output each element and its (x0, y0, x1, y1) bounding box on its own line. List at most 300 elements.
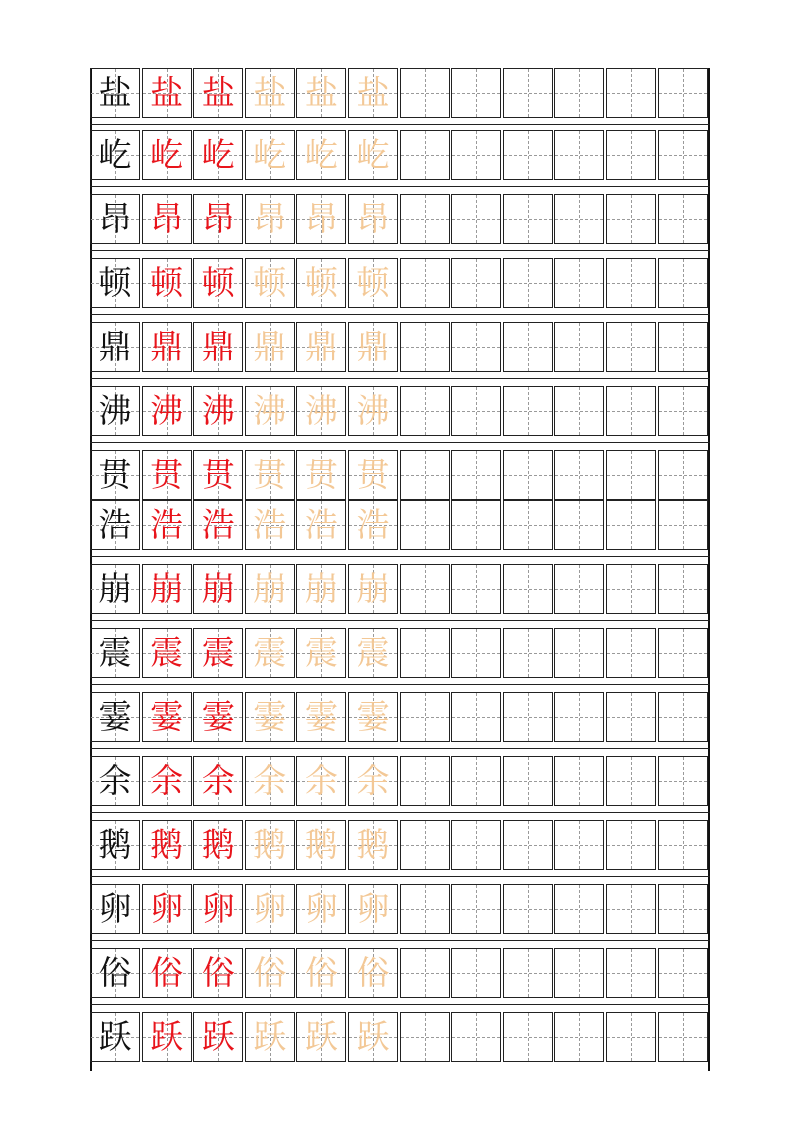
blank-practice-cell[interactable] (400, 450, 450, 500)
guide-line-vertical (683, 501, 684, 549)
blank-practice-cell[interactable] (503, 194, 553, 244)
trace-cell (245, 756, 295, 806)
row-separator (90, 1004, 710, 1005)
blank-practice-cell[interactable] (503, 1012, 553, 1062)
model-cell (90, 820, 140, 870)
trace-cell (245, 386, 295, 436)
blank-practice-cell[interactable] (606, 628, 656, 678)
blank-practice-cell[interactable] (400, 322, 450, 372)
blank-practice-cell[interactable] (658, 500, 708, 550)
trace-cell (142, 1012, 192, 1062)
row-separator (90, 940, 710, 941)
practice-row (90, 1012, 710, 1062)
blank-practice-cell[interactable] (503, 564, 553, 614)
trace-cell (245, 68, 295, 118)
trace-cell (193, 692, 243, 742)
blank-practice-cell[interactable] (606, 194, 656, 244)
guide-line-vertical (476, 69, 477, 117)
blank-practice-cell[interactable] (554, 450, 604, 500)
trace-character: 盐 (201, 73, 235, 112)
guide-line-vertical (476, 821, 477, 869)
guide-line-vertical (476, 131, 477, 179)
trace-cell (142, 756, 192, 806)
trace-cell (142, 194, 192, 244)
trace-cell (296, 386, 346, 436)
trace-character: 沸 (201, 391, 235, 430)
trace-cell (193, 1012, 243, 1062)
trace-character: 昂 (150, 199, 184, 238)
blank-practice-cell[interactable] (606, 564, 656, 614)
trace-cell (348, 322, 398, 372)
guide-line-vertical (683, 259, 684, 307)
blank-practice-cell[interactable] (503, 756, 553, 806)
guide-line-vertical (579, 195, 580, 243)
trace-character: 跃 (304, 1017, 338, 1056)
guide-line-vertical (476, 451, 477, 499)
guide-line-vertical (683, 693, 684, 741)
trace-cell (296, 450, 346, 500)
trace-character: 霎 (150, 697, 184, 736)
practice-row (90, 564, 710, 614)
blank-practice-cell[interactable] (503, 884, 553, 934)
guide-line-vertical (631, 69, 632, 117)
blank-practice-cell[interactable] (400, 130, 450, 180)
trace-character: 震 (304, 633, 338, 672)
row-separator (90, 556, 710, 557)
blank-practice-cell[interactable] (400, 68, 450, 118)
trace-cell (296, 756, 346, 806)
trace-cell (296, 68, 346, 118)
trace-character: 浩 (253, 505, 287, 544)
blank-practice-cell[interactable] (451, 564, 501, 614)
guide-line-vertical (579, 693, 580, 741)
model-character: 卵 (98, 889, 132, 928)
trace-character: 余 (253, 761, 287, 800)
trace-character: 屹 (304, 135, 338, 174)
blank-practice-cell[interactable] (554, 322, 604, 372)
model-cell (90, 500, 140, 550)
blank-practice-cell[interactable] (658, 322, 708, 372)
model-cell (90, 692, 140, 742)
trace-character: 跃 (356, 1017, 390, 1056)
guide-line-vertical (476, 757, 477, 805)
blank-practice-cell[interactable] (554, 258, 604, 308)
blank-practice-cell[interactable] (503, 386, 553, 436)
blank-practice-cell[interactable] (658, 450, 708, 500)
trace-character: 顿 (201, 263, 235, 302)
trace-cell (193, 130, 243, 180)
blank-practice-cell[interactable] (451, 130, 501, 180)
blank-practice-cell[interactable] (451, 628, 501, 678)
blank-practice-cell[interactable] (400, 194, 450, 244)
blank-practice-cell[interactable] (400, 628, 450, 678)
guide-line-vertical (579, 629, 580, 677)
blank-practice-cell[interactable] (554, 884, 604, 934)
trace-character: 鹅 (201, 825, 235, 864)
guide-line-vertical (683, 629, 684, 677)
blank-practice-cell[interactable] (606, 450, 656, 500)
guide-line-vertical (476, 565, 477, 613)
trace-character: 震 (356, 633, 390, 672)
model-cell (90, 948, 140, 998)
blank-practice-cell[interactable] (658, 68, 708, 118)
guide-line-vertical (631, 131, 632, 179)
model-character: 崩 (98, 569, 132, 608)
model-cell (90, 450, 140, 500)
trace-cell (348, 258, 398, 308)
guide-line-vertical (528, 451, 529, 499)
practice-row (90, 756, 710, 806)
practice-row (90, 258, 710, 308)
trace-cell (245, 948, 295, 998)
blank-practice-cell[interactable] (503, 130, 553, 180)
guide-line-vertical (476, 259, 477, 307)
blank-practice-cell[interactable] (503, 450, 553, 500)
blank-practice-cell[interactable] (503, 628, 553, 678)
trace-character: 沸 (150, 391, 184, 430)
guide-line-vertical (579, 259, 580, 307)
blank-practice-cell[interactable] (554, 68, 604, 118)
trace-cell (348, 68, 398, 118)
blank-practice-cell[interactable] (400, 564, 450, 614)
blank-practice-cell[interactable] (451, 258, 501, 308)
blank-practice-cell[interactable] (400, 692, 450, 742)
guide-line-vertical (579, 501, 580, 549)
blank-practice-cell[interactable] (554, 756, 604, 806)
trace-cell (348, 450, 398, 500)
trace-cell (193, 884, 243, 934)
blank-practice-cell[interactable] (606, 884, 656, 934)
trace-character: 崩 (150, 569, 184, 608)
guide-line-vertical (528, 821, 529, 869)
blank-practice-cell[interactable] (658, 820, 708, 870)
trace-cell (245, 500, 295, 550)
model-character: 震 (98, 633, 132, 672)
trace-cell (348, 628, 398, 678)
blank-practice-cell[interactable] (658, 564, 708, 614)
guide-line-vertical (631, 757, 632, 805)
trace-cell (296, 948, 346, 998)
trace-cell (193, 756, 243, 806)
blank-practice-cell[interactable] (554, 130, 604, 180)
trace-cell (193, 948, 243, 998)
trace-character: 沸 (356, 391, 390, 430)
blank-practice-cell[interactable] (451, 1012, 501, 1062)
model-character: 浩 (98, 505, 132, 544)
trace-character: 崩 (253, 569, 287, 608)
blank-practice-cell[interactable] (503, 692, 553, 742)
trace-character: 震 (201, 633, 235, 672)
practice-row (90, 948, 710, 998)
model-character: 沸 (98, 391, 132, 430)
blank-practice-cell[interactable] (400, 386, 450, 436)
trace-cell (296, 564, 346, 614)
trace-cell (142, 692, 192, 742)
trace-character: 屹 (253, 135, 287, 174)
blank-practice-cell[interactable] (400, 1012, 450, 1062)
blank-practice-cell[interactable] (554, 820, 604, 870)
model-character: 鼎 (98, 327, 132, 366)
trace-character: 俗 (356, 953, 390, 992)
blank-practice-cell[interactable] (451, 322, 501, 372)
trace-cell (296, 884, 346, 934)
blank-practice-cell[interactable] (554, 386, 604, 436)
trace-character: 屹 (150, 135, 184, 174)
blank-practice-cell[interactable] (606, 386, 656, 436)
trace-character: 屹 (356, 135, 390, 174)
blank-practice-cell[interactable] (658, 884, 708, 934)
model-character: 霎 (98, 697, 132, 736)
blank-practice-cell[interactable] (400, 258, 450, 308)
trace-character: 跃 (201, 1017, 235, 1056)
blank-practice-cell[interactable] (400, 756, 450, 806)
blank-practice-cell[interactable] (503, 68, 553, 118)
trace-character: 余 (304, 761, 338, 800)
blank-practice-cell[interactable] (554, 1012, 604, 1062)
guide-line-vertical (631, 949, 632, 997)
guide-line-vertical (579, 387, 580, 435)
blank-practice-cell[interactable] (606, 948, 656, 998)
trace-character: 跃 (150, 1017, 184, 1056)
trace-character: 跃 (253, 1017, 287, 1056)
blank-practice-cell[interactable] (400, 820, 450, 870)
trace-character: 鼎 (304, 327, 338, 366)
trace-cell (245, 628, 295, 678)
trace-character: 盐 (304, 73, 338, 112)
trace-cell (142, 130, 192, 180)
trace-cell (142, 68, 192, 118)
trace-cell (142, 948, 192, 998)
trace-cell (193, 628, 243, 678)
guide-line-vertical (528, 501, 529, 549)
blank-practice-cell[interactable] (658, 628, 708, 678)
trace-character: 浩 (356, 505, 390, 544)
trace-cell (348, 820, 398, 870)
guide-line-vertical (579, 885, 580, 933)
guide-line-vertical (425, 1013, 426, 1061)
guide-line-vertical (425, 501, 426, 549)
guide-line-vertical (683, 69, 684, 117)
trace-cell (296, 692, 346, 742)
blank-practice-cell[interactable] (451, 884, 501, 934)
row-separator (90, 684, 710, 685)
blank-practice-cell[interactable] (606, 820, 656, 870)
guide-line-vertical (476, 501, 477, 549)
blank-practice-cell[interactable] (503, 820, 553, 870)
blank-practice-cell[interactable] (451, 68, 501, 118)
guide-line-vertical (683, 387, 684, 435)
blank-practice-cell[interactable] (451, 386, 501, 436)
blank-practice-cell[interactable] (503, 948, 553, 998)
blank-practice-cell[interactable] (606, 322, 656, 372)
trace-cell (348, 756, 398, 806)
trace-character: 盐 (253, 73, 287, 112)
blank-practice-cell[interactable] (658, 948, 708, 998)
blank-practice-cell[interactable] (554, 564, 604, 614)
guide-line-vertical (528, 387, 529, 435)
guide-line-vertical (579, 1013, 580, 1061)
blank-practice-cell[interactable] (554, 628, 604, 678)
trace-character: 俗 (253, 953, 287, 992)
blank-practice-cell[interactable] (606, 258, 656, 308)
trace-character: 浩 (304, 505, 338, 544)
guide-line-vertical (528, 131, 529, 179)
blank-practice-cell[interactable] (503, 500, 553, 550)
row-separator (90, 250, 710, 251)
guide-line-vertical (425, 451, 426, 499)
guide-line-vertical (683, 757, 684, 805)
blank-practice-cell[interactable] (451, 194, 501, 244)
model-cell (90, 1012, 140, 1062)
guide-line-vertical (683, 195, 684, 243)
practice-row (90, 884, 710, 934)
guide-line-vertical (528, 565, 529, 613)
trace-cell (245, 564, 295, 614)
row-separator (90, 314, 710, 315)
blank-practice-cell[interactable] (658, 258, 708, 308)
guide-line-vertical (579, 821, 580, 869)
blank-practice-cell[interactable] (554, 692, 604, 742)
trace-cell (245, 130, 295, 180)
model-character: 跃 (98, 1017, 132, 1056)
model-cell (90, 756, 140, 806)
guide-line-vertical (476, 949, 477, 997)
blank-practice-cell[interactable] (400, 500, 450, 550)
blank-practice-cell[interactable] (451, 692, 501, 742)
blank-practice-cell[interactable] (606, 1012, 656, 1062)
blank-practice-cell[interactable] (503, 322, 553, 372)
trace-character: 鹅 (253, 825, 287, 864)
guide-line-vertical (425, 131, 426, 179)
model-cell (90, 258, 140, 308)
guide-line-vertical (683, 451, 684, 499)
trace-cell (193, 820, 243, 870)
model-cell (90, 322, 140, 372)
blank-practice-cell[interactable] (658, 130, 708, 180)
trace-cell (296, 820, 346, 870)
trace-character: 顿 (356, 263, 390, 302)
trace-character: 俗 (201, 953, 235, 992)
row-separator (90, 378, 710, 379)
guide-line-vertical (528, 195, 529, 243)
blank-practice-cell[interactable] (658, 756, 708, 806)
trace-cell (348, 130, 398, 180)
trace-cell (296, 258, 346, 308)
trace-cell (296, 130, 346, 180)
trace-cell (142, 386, 192, 436)
trace-character: 崩 (304, 569, 338, 608)
blank-practice-cell[interactable] (554, 500, 604, 550)
model-cell (90, 564, 140, 614)
blank-practice-cell[interactable] (451, 756, 501, 806)
guide-line-vertical (528, 949, 529, 997)
guide-line-vertical (631, 323, 632, 371)
trace-character: 浩 (150, 505, 184, 544)
trace-cell (296, 322, 346, 372)
trace-character: 崩 (201, 569, 235, 608)
blank-practice-cell[interactable] (606, 500, 656, 550)
trace-character: 沸 (253, 391, 287, 430)
trace-cell (348, 500, 398, 550)
guide-line-vertical (631, 565, 632, 613)
blank-practice-cell[interactable] (451, 820, 501, 870)
trace-character: 余 (356, 761, 390, 800)
trace-character: 沸 (304, 391, 338, 430)
trace-character: 崩 (356, 569, 390, 608)
trace-cell (245, 692, 295, 742)
guide-line-vertical (528, 885, 529, 933)
blank-practice-cell[interactable] (503, 258, 553, 308)
blank-practice-cell[interactable] (606, 68, 656, 118)
blank-practice-cell[interactable] (554, 948, 604, 998)
trace-cell (245, 450, 295, 500)
guide-line-vertical (425, 565, 426, 613)
trace-character: 卵 (201, 889, 235, 928)
trace-character: 贯 (253, 455, 287, 494)
trace-character: 震 (253, 633, 287, 672)
blank-practice-cell[interactable] (606, 692, 656, 742)
blank-practice-cell[interactable] (451, 500, 501, 550)
row-separator (90, 186, 710, 187)
guide-line-vertical (425, 821, 426, 869)
row-separator (90, 812, 710, 813)
blank-practice-cell[interactable] (400, 884, 450, 934)
guide-line-vertical (579, 323, 580, 371)
blank-practice-cell[interactable] (658, 1012, 708, 1062)
blank-practice-cell[interactable] (451, 948, 501, 998)
guide-line-vertical (425, 949, 426, 997)
blank-practice-cell[interactable] (658, 386, 708, 436)
trace-cell (348, 564, 398, 614)
model-cell (90, 130, 140, 180)
model-character: 盐 (98, 73, 132, 112)
trace-cell (245, 258, 295, 308)
blank-practice-cell[interactable] (658, 194, 708, 244)
practice-row (90, 500, 710, 550)
trace-cell (348, 194, 398, 244)
guide-line-vertical (528, 629, 529, 677)
guide-line-vertical (683, 323, 684, 371)
guide-line-vertical (528, 693, 529, 741)
trace-character: 俗 (150, 953, 184, 992)
model-cell (90, 386, 140, 436)
trace-cell (296, 194, 346, 244)
trace-cell (193, 194, 243, 244)
blank-practice-cell[interactable] (400, 948, 450, 998)
blank-practice-cell[interactable] (554, 194, 604, 244)
trace-character: 余 (201, 761, 235, 800)
guide-line-vertical (631, 821, 632, 869)
guide-line-vertical (425, 323, 426, 371)
guide-line-vertical (528, 69, 529, 117)
guide-line-vertical (425, 69, 426, 117)
guide-line-vertical (579, 757, 580, 805)
trace-cell (193, 258, 243, 308)
blank-practice-cell[interactable] (606, 756, 656, 806)
trace-character: 顿 (253, 263, 287, 302)
guide-line-vertical (579, 131, 580, 179)
trace-character: 鼎 (253, 327, 287, 366)
guide-line-vertical (683, 821, 684, 869)
blank-practice-cell[interactable] (451, 450, 501, 500)
guide-line-vertical (683, 949, 684, 997)
guide-line-vertical (579, 451, 580, 499)
guide-line-vertical (425, 629, 426, 677)
blank-practice-cell[interactable] (658, 692, 708, 742)
guide-line-vertical (476, 629, 477, 677)
blank-practice-cell[interactable] (606, 130, 656, 180)
practice-row (90, 450, 710, 500)
